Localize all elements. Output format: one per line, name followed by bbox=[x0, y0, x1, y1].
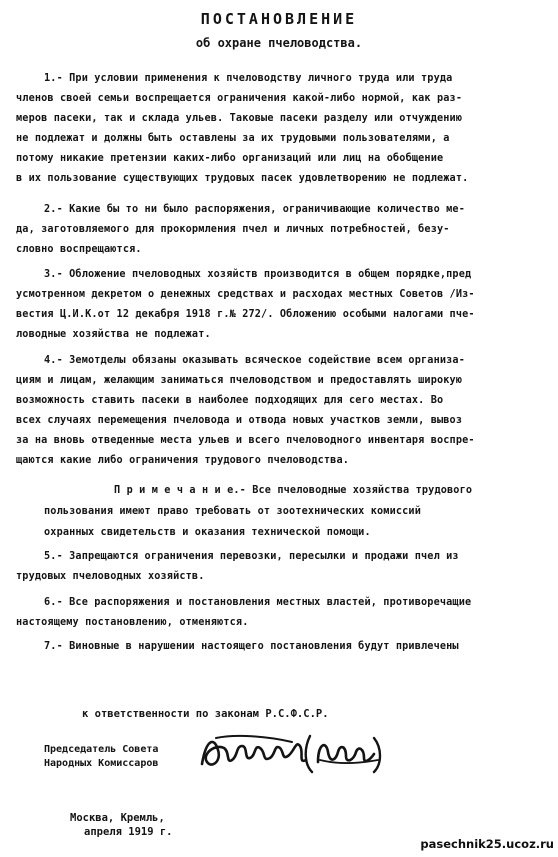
body-line: настоящему постановлению, отменяются. bbox=[16, 617, 249, 628]
note-line: охранных свидетельств и оказания технической помощи. bbox=[44, 527, 371, 538]
body-line: циям и лицам, желающим заниматься пчеловодством и предоставлять широкую bbox=[16, 375, 463, 386]
note-line: П р и м е ч а н и е.- Все пчеловодные хозяйства трудового bbox=[114, 485, 473, 496]
signatory-title: Председатель Совета bbox=[44, 744, 159, 755]
body-line: 4.- Земотделы обязаны оказывать всяческое содействие всем организа- bbox=[44, 355, 465, 366]
body-line: 2.- Какие бы то ни было распоряжения, ограничивающие количество ме- bbox=[44, 204, 465, 215]
handwritten-signature bbox=[196, 730, 386, 778]
body-line: 1.- При условии применения к пчеловодству личного труда или труда bbox=[44, 73, 453, 84]
closing-line: к ответственности по законам Р.С.Ф.С.Р. bbox=[82, 708, 329, 720]
date-line: апреля 1919 г. bbox=[84, 826, 173, 838]
document-subtitle: об охране пчеловодства. bbox=[195, 36, 363, 50]
place-line: Москва, Кремль, bbox=[70, 812, 165, 824]
body-line: словно воспрещаются. bbox=[16, 244, 142, 255]
body-line: 6.- Все распоряжения и постановления местных властей, противоречащие bbox=[44, 597, 472, 608]
body-line: ловодные хозяйства не подлежат. bbox=[16, 329, 211, 340]
body-line: меров пасеки, так и склада ульев. Таковые пасеки разделу или отчуждению bbox=[16, 113, 463, 124]
document-title: ПОСТАНОВЛЕНИЕ bbox=[200, 10, 358, 28]
note-line: пользования имеют право требовать от зоотехнических комиссий bbox=[44, 506, 422, 517]
body-line: 3.- Обложение пчеловодных хозяйств производится в общем порядке,пред bbox=[44, 269, 472, 280]
site-watermark: pasechnik25.ucoz.ru bbox=[398, 834, 554, 854]
body-line: 5.- Запрещаются ограничения перевозки, пересылки и продажи пчел из bbox=[44, 551, 459, 562]
body-line: за на вновь отведенные места ульев и всего пчеловодного инвентаря воспре- bbox=[16, 435, 475, 446]
body-line: потому никакие претензии каких-либо организаций или лиц на обобщение bbox=[16, 153, 444, 164]
body-line: трудовых пчеловодных хозяйств. bbox=[16, 571, 205, 582]
body-line: в их пользование существующих трудовых пасек удовлетворению не подлежат. bbox=[16, 173, 469, 184]
body-line: всех случаях перемещения пчеловода и отвода новых участков земли, вывоз bbox=[16, 415, 463, 426]
body-line: да, заготовляемого для прокормления пчел и личных потребностей, безу- bbox=[16, 224, 450, 235]
body-line: усмотренном декретом о денежных средствах и расходах местных Советов /Из- bbox=[16, 289, 475, 300]
body-line: членов своей семьи воспрещается ограничения какой-либо нормой, как раз- bbox=[16, 93, 463, 104]
signatory-title: Народных Комиссаров bbox=[44, 758, 159, 769]
body-line: не подлежат и должны быть оставлены за их трудовыми пользователями, а bbox=[16, 133, 450, 144]
body-line: вестия Ц.И.К.от 12 декабря 1918 г.№ 272/. Обложению особыми налогами пче- bbox=[16, 309, 475, 320]
body-line: возможность ставить пасеки в наиболее подходящих для сего местах. Во bbox=[16, 395, 444, 406]
body-line: 7.- Виновные в нарушении настоящего постановления будут привлечены bbox=[44, 641, 459, 652]
body-line: щаются какие либо ограничения трудового пчеловодства. bbox=[16, 455, 350, 466]
